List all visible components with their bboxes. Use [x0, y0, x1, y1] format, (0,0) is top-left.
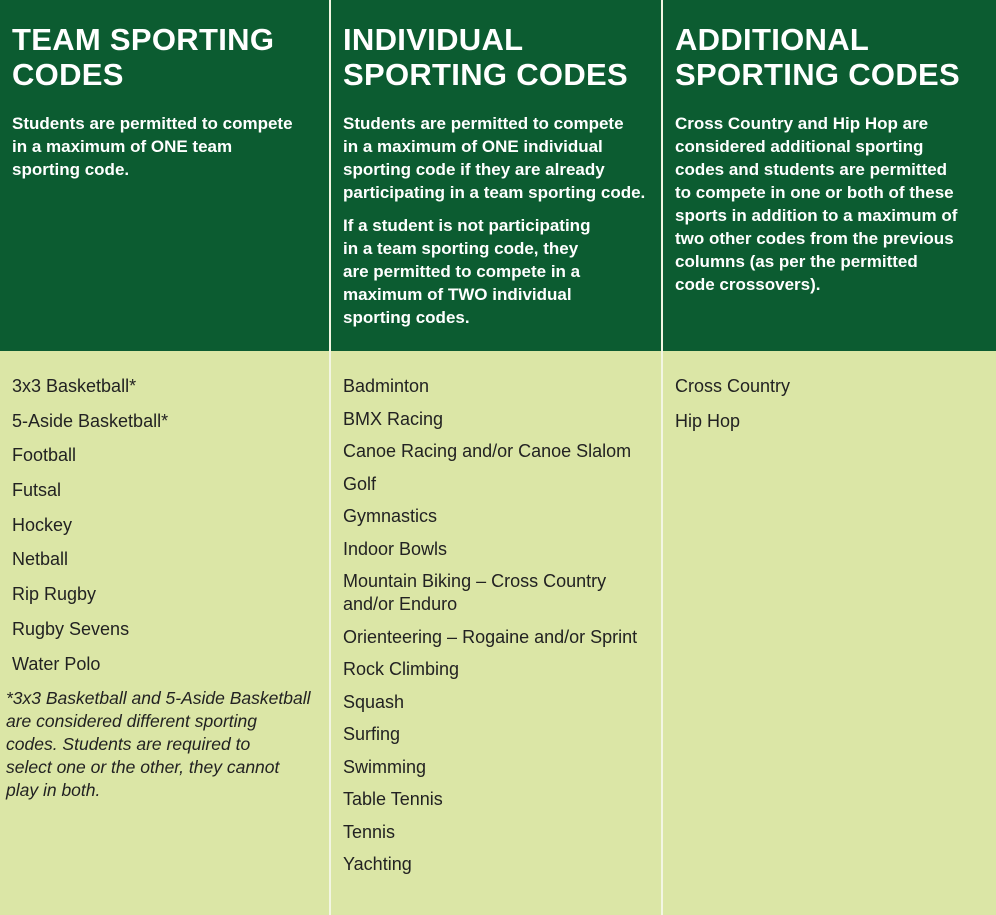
individual-codes-header [331, 0, 663, 351]
list-item: Hockey [12, 514, 73, 535]
individual-codes-description: Students are permitted to compete in a maximum of ONE individual sporting code if they are already participating in a team sporting code. [343, 114, 646, 202]
list-item: Table Tennis [343, 789, 443, 809]
list-item: Yachting [343, 854, 412, 874]
list-item: Tennis [343, 821, 396, 842]
list-item: Swimming [343, 756, 427, 777]
individual-codes-list-cell [331, 351, 663, 915]
individual-codes-title: INDIVIDUAL SPORTING CODES [343, 22, 628, 92]
team-codes-header [0, 0, 331, 351]
list-item: Hip Hop [675, 411, 741, 431]
additional-codes-list [675, 375, 984, 433]
list-item: Cross Country [675, 376, 791, 396]
basketball-footnote: *3x3 Basketball and 5-Aside Basketball are considered different sporting codes. Students are required to select one or the other, they cannot play in both. [6, 688, 311, 801]
list-item: BMX Racing [343, 408, 444, 429]
list-item: Surfing [343, 724, 401, 744]
list-item: Orienteering – Rogaine and/or Sprint [343, 626, 638, 647]
list-item: Rock Climbing [343, 659, 460, 679]
list-item: 5-Aside Basketball* [12, 410, 169, 431]
list-item: Indoor Bowls [343, 538, 448, 559]
team-codes-list-cell [0, 351, 331, 915]
list-item: Gymnastics [343, 506, 438, 526]
list-item: Rugby Sevens [12, 618, 130, 639]
list-item: Netball [12, 549, 69, 570]
list-item: Squash [343, 691, 405, 712]
list-item: Futsal [12, 480, 62, 501]
additional-codes-header [663, 0, 996, 351]
list-item: Badminton [343, 376, 430, 396]
additional-codes-list-cell [663, 351, 996, 915]
team-codes-description: Students are permitted to compete in a maximum of ONE team sporting code. [12, 114, 293, 179]
list-item: Mountain Biking – Cross Country and/or Enduro [343, 571, 607, 614]
list-item: Canoe Racing and/or Canoe Slalom [343, 441, 632, 461]
additional-codes-description: Cross Country and Hip Hop are considered additional sporting codes and students are permitted to compete in one or both of these sports in addition to a maximum of two other codes from the previous columns (as per the permitted code crossovers). [675, 114, 958, 294]
list-item: Water Polo [12, 653, 101, 674]
team-codes-title: TEAM SPORTING CODES [12, 22, 275, 92]
list-item: 3x3 Basketball* [12, 376, 137, 396]
individual-codes-list [343, 375, 649, 876]
additional-codes-title: ADDITIONAL SPORTING CODES [675, 22, 960, 92]
team-codes-list [12, 375, 317, 676]
list-item: Football [12, 445, 77, 466]
list-item: Golf [343, 473, 377, 494]
list-item: Rip Rugby [12, 584, 97, 605]
individual-codes-description-2: If a student is not participating in a team sporting code, they are permitted to compete in a maximum of TWO individual sporting codes. [343, 216, 591, 327]
